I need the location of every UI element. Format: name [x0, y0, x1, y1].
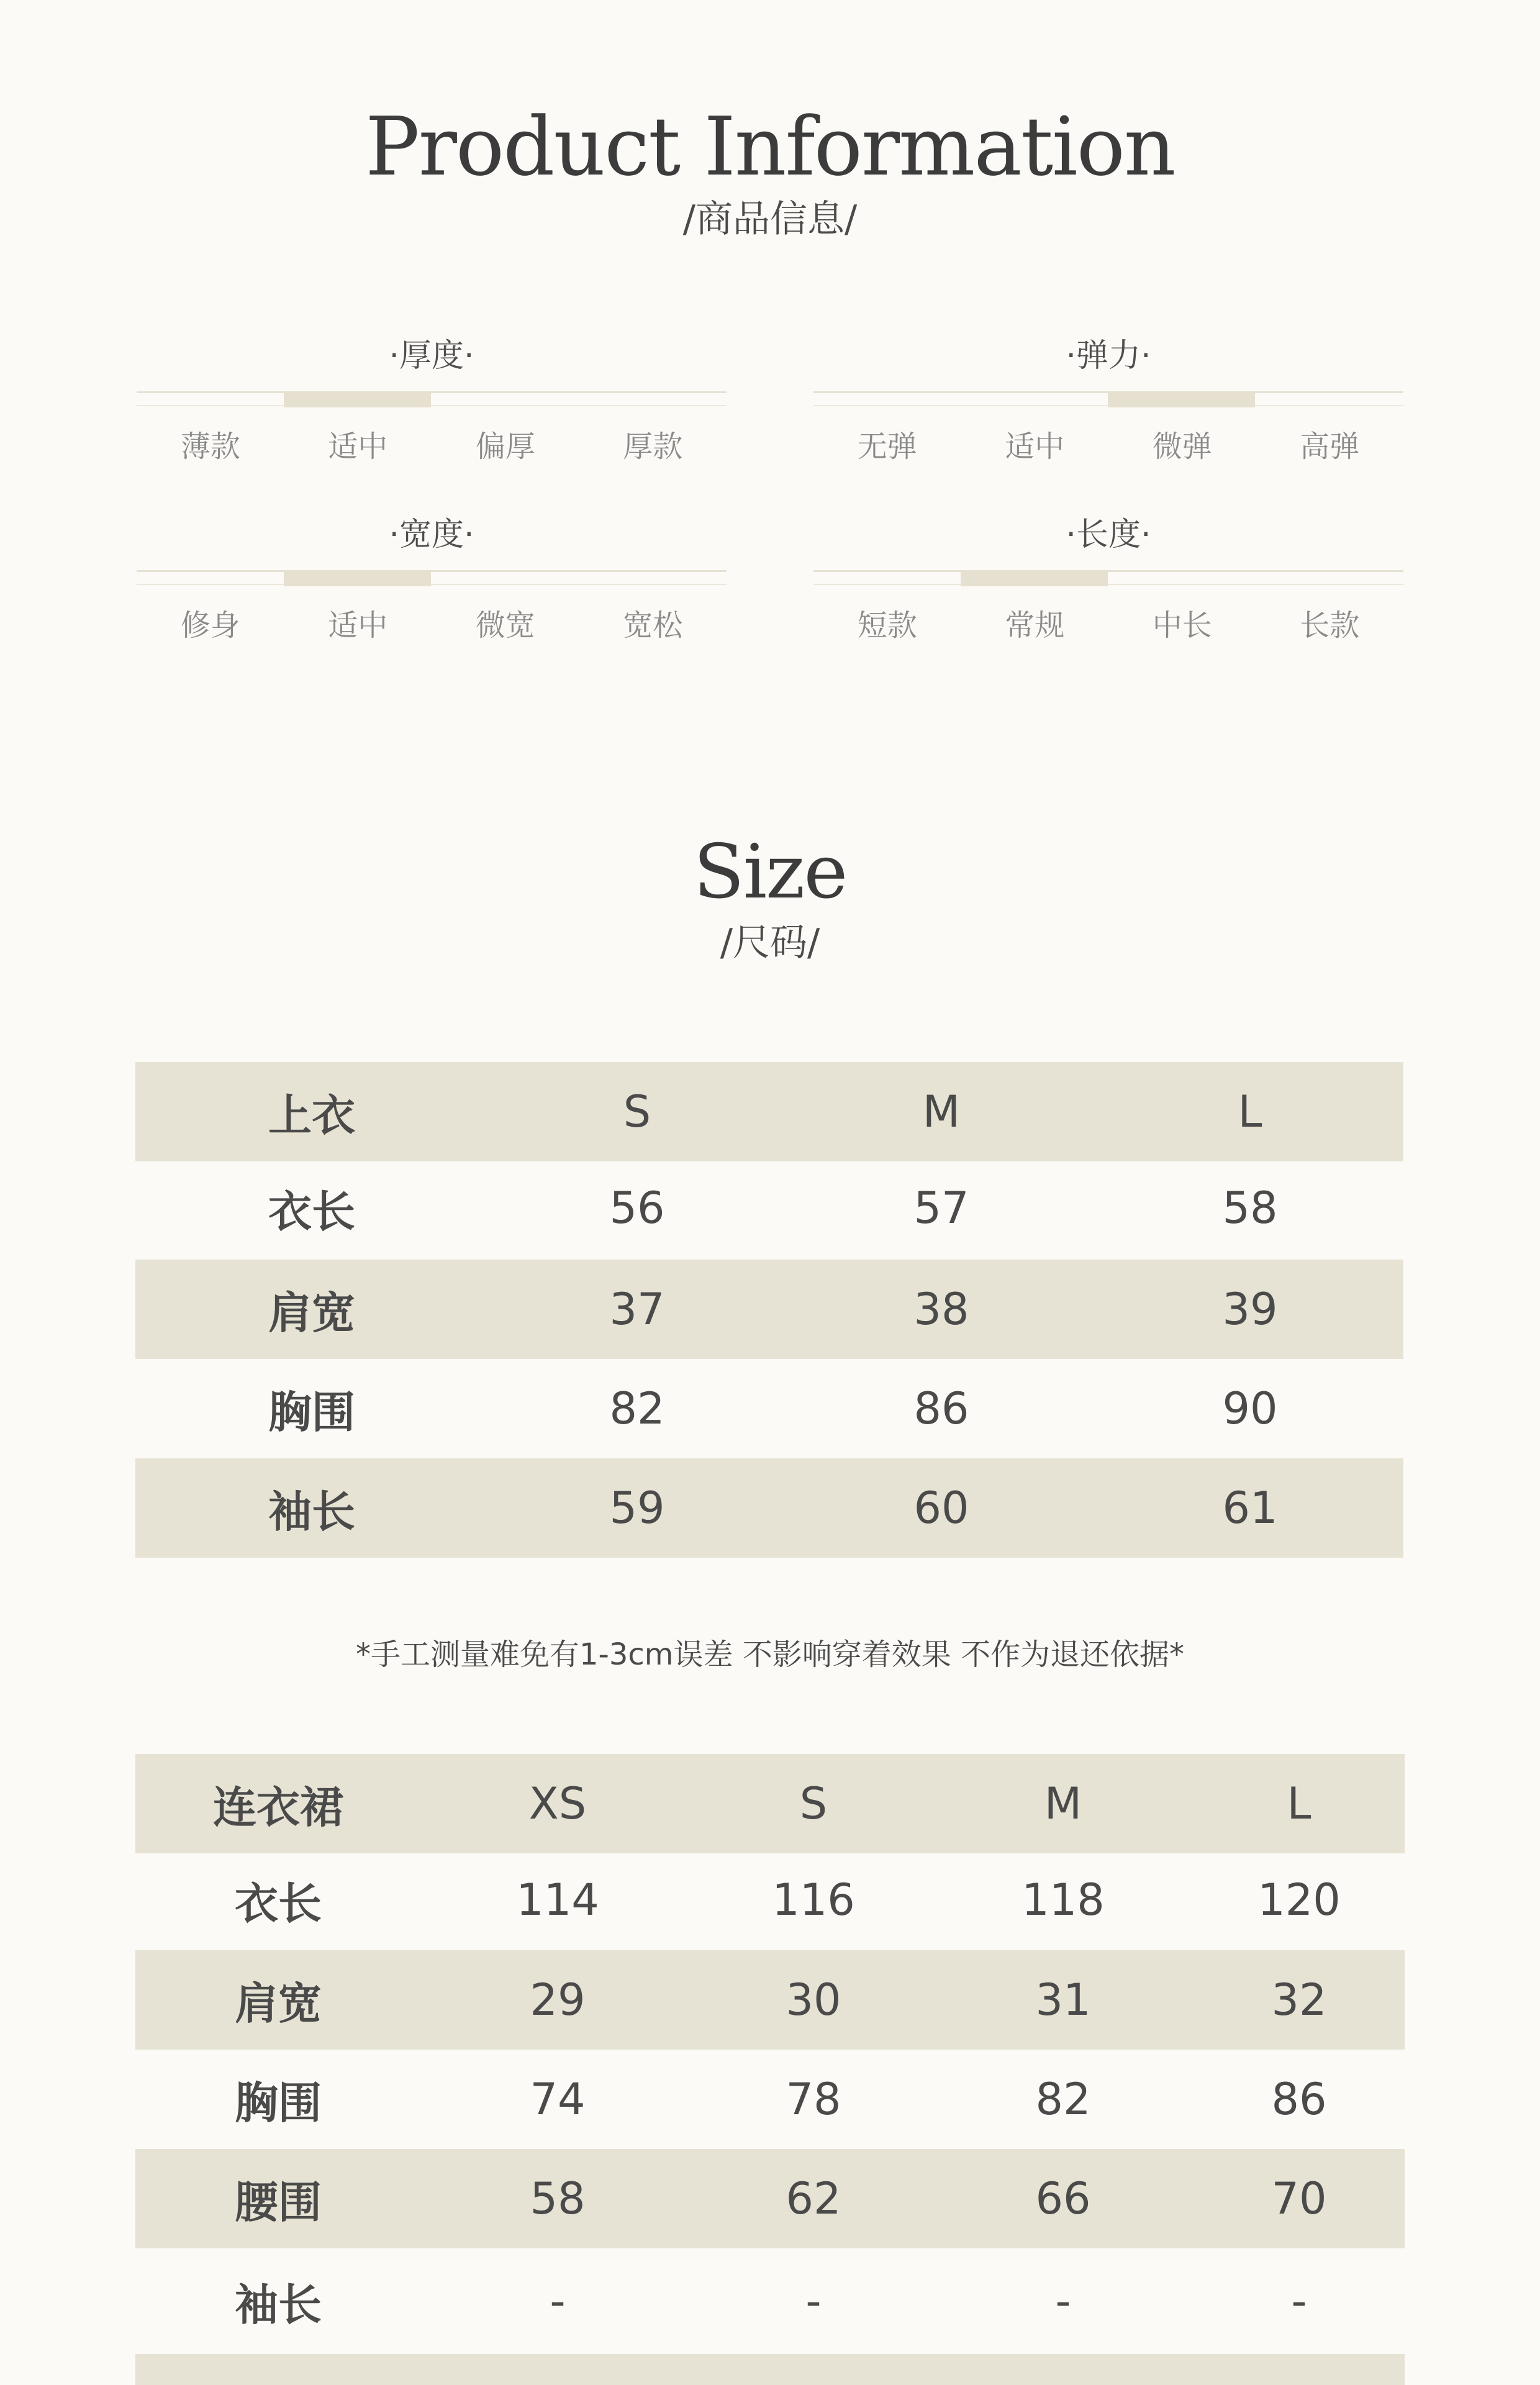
table-row-label: 胸围 [268, 1386, 355, 1438]
table-row-label: 胸围 [235, 2077, 322, 2128]
table-cell: 56 [609, 1183, 665, 1233]
table-row [135, 2149, 1405, 2248]
table-cell: 58 [530, 2173, 586, 2224]
table-header-cell: 上衣 [268, 1089, 355, 1141]
dress-size-table [135, 1754, 1405, 2385]
table-cell: 114 [516, 1874, 599, 1925]
spec-option: 微宽 [475, 608, 535, 643]
spec-track-underline [137, 584, 727, 585]
table-row [135, 2050, 1405, 2149]
spec-option: 中长 [1152, 608, 1212, 643]
table-cell: - [550, 2276, 566, 2327]
spec-option: 薄款 [180, 429, 240, 464]
spec-title: ·弹力· [1066, 337, 1151, 375]
spec-selected-indicator [961, 570, 1108, 586]
table-header-cell: L [1287, 1778, 1311, 1829]
spec-selected-indicator [284, 570, 431, 586]
table-cell: 60 [913, 1483, 969, 1533]
table-cell: 120 [1257, 1874, 1341, 1925]
table-row [135, 1161, 1403, 1255]
table-cell: 32 [1271, 1974, 1327, 2025]
table-row [135, 1853, 1405, 1947]
spec-option: 适中 [1005, 429, 1065, 464]
spec-track [137, 391, 727, 393]
table-header-cell: 连衣裙 [213, 1781, 343, 1833]
size-subtitle: /尺码/ [720, 921, 820, 965]
spec-option: 宽松 [623, 608, 683, 643]
table-row [135, 1458, 1403, 1558]
table-cell: 29 [530, 1974, 586, 2025]
table-cell: - [1291, 2276, 1307, 2327]
table-cell: 39 [1222, 1284, 1278, 1335]
table-row [135, 2248, 1405, 2354]
table-cell: 74 [530, 2074, 586, 2125]
spec-selected-indicator [284, 391, 431, 407]
spec-track [137, 570, 727, 572]
spec-selected-indicator [1108, 391, 1255, 407]
table-cell: 118 [1021, 1874, 1105, 1925]
size-title: Size [693, 829, 847, 915]
table-cell: 70 [1271, 2173, 1327, 2224]
spec-title: ·宽度· [389, 516, 474, 553]
table-row [135, 1359, 1403, 1458]
spec-option: 无弹 [857, 429, 917, 464]
table-header-cell: S [799, 1778, 828, 1829]
table-cell: 90 [1222, 1383, 1278, 1434]
spec-track-underline [813, 584, 1403, 585]
spec-option: 长款 [1300, 608, 1360, 643]
table-cell: 116 [772, 1874, 855, 1925]
spec-option: 常规 [1005, 608, 1065, 643]
table-row-label: 袖长 [268, 1486, 355, 1537]
table-header-cell: M [1044, 1778, 1082, 1829]
spec-option: 适中 [328, 429, 388, 464]
spec-track [813, 570, 1403, 572]
table-row-label: 肩宽 [235, 1978, 322, 2029]
table-cell: 38 [913, 1284, 969, 1335]
table-header-cell: L [1238, 1086, 1262, 1137]
table-row-label: 腰围 [235, 2176, 322, 2228]
spec-option: 高弹 [1300, 429, 1360, 464]
product-info-subtitle: /商品信息/ [682, 198, 858, 241]
table-cell: 30 [786, 1974, 841, 2025]
measurement-note: *手工测量难免有1-3cm误差 不影响穿着效果 不作为退还依据* [355, 1637, 1185, 1672]
table-cell: 62 [786, 2173, 841, 2224]
table-cell: 57 [913, 1183, 969, 1233]
spec-title: ·长度· [1066, 516, 1151, 553]
table-row-partial [135, 2354, 1405, 2385]
table-header-cell: S [623, 1086, 651, 1137]
table-row-label: 衣长 [235, 1878, 322, 1929]
table-row [135, 1260, 1403, 1359]
spec-track-underline [137, 405, 727, 406]
table-header-cell: M [922, 1086, 961, 1137]
table-cell: 86 [913, 1383, 969, 1434]
table-cell: 59 [609, 1483, 665, 1533]
table-row-label: 衣长 [268, 1186, 355, 1237]
table-header-row [135, 1062, 1403, 1161]
spec-option: 短款 [857, 608, 917, 643]
table-cell: 82 [1035, 2074, 1091, 2125]
table-header-row [135, 1754, 1405, 1853]
spec-title: ·厚度· [389, 337, 474, 375]
table-cell: 37 [609, 1284, 665, 1335]
spec-option: 修身 [180, 608, 240, 643]
table-header-cell: XS [528, 1778, 587, 1829]
table-cell: 82 [609, 1383, 665, 1434]
table-cell: 66 [1035, 2173, 1091, 2224]
table-row-label: 肩宽 [268, 1287, 355, 1338]
table-row-label: 袖长 [235, 2279, 322, 2330]
spec-option: 偏厚 [475, 429, 535, 464]
table-cell: 61 [1222, 1483, 1278, 1533]
table-cell: 58 [1222, 1183, 1278, 1233]
table-cell: - [805, 2276, 822, 2327]
table-cell: 86 [1271, 2074, 1327, 2125]
spec-option: 厚款 [623, 429, 683, 464]
product-info-title: Product Information [365, 99, 1175, 194]
table-row [135, 1950, 1405, 2050]
table-cell: - [1055, 2276, 1071, 2327]
spec-option: 适中 [328, 608, 388, 643]
top-size-table [135, 1062, 1403, 1559]
table-cell: 78 [786, 2074, 841, 2125]
table-cell: 31 [1035, 1974, 1091, 2025]
spec-option: 微弹 [1152, 429, 1212, 464]
